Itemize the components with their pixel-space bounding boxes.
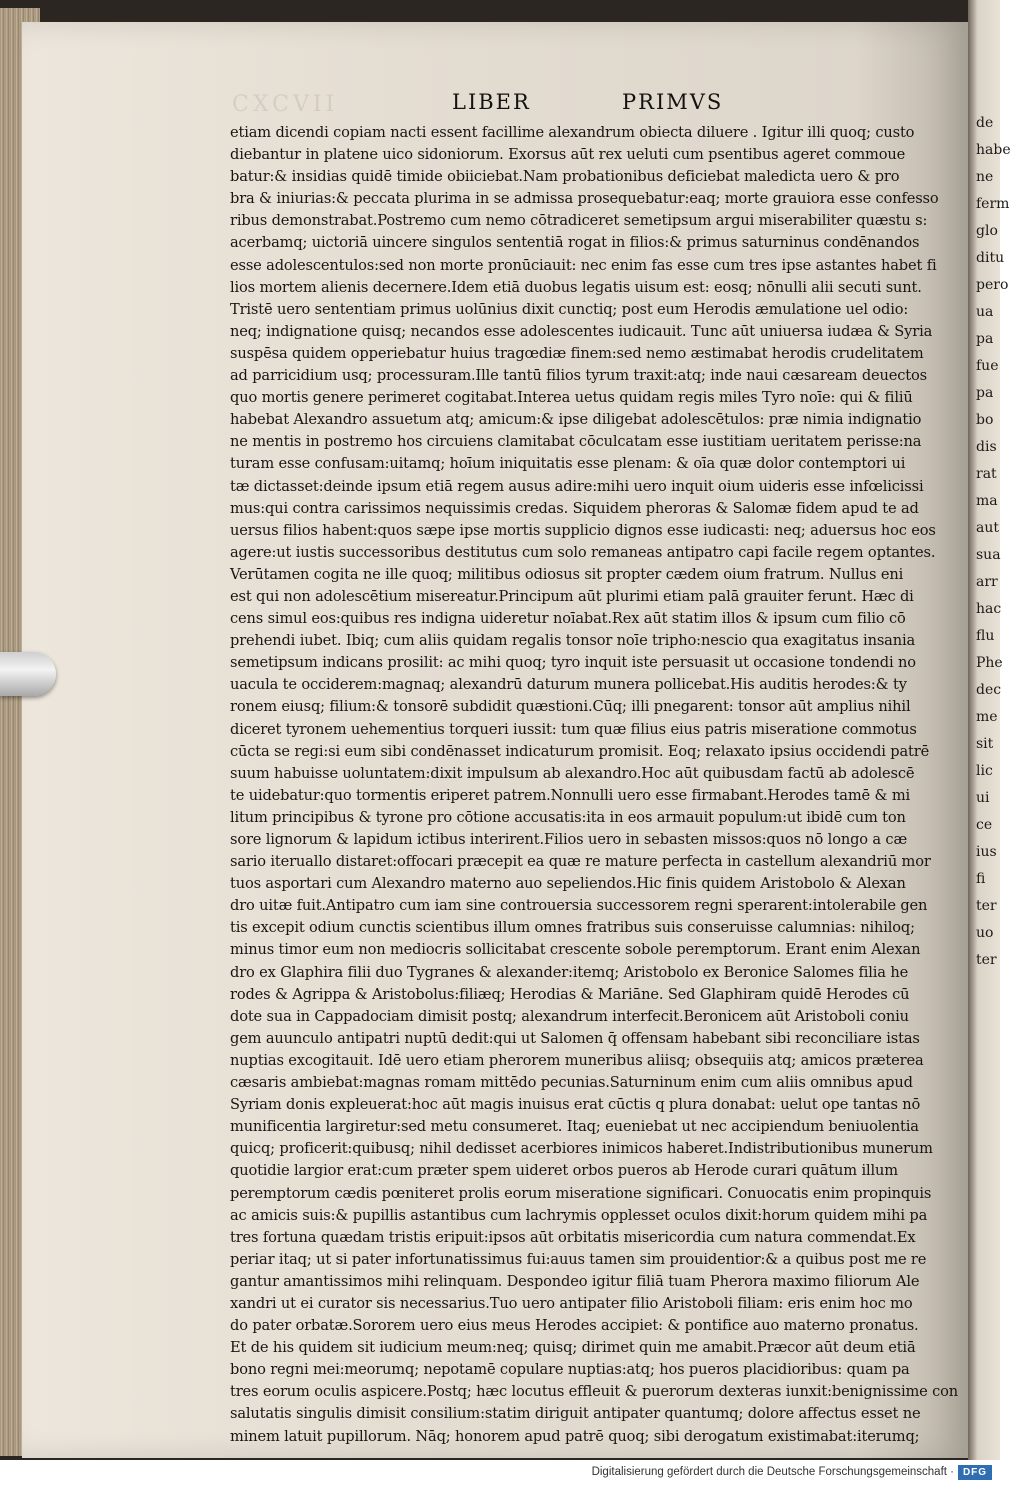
text-line: esse adolescentulos:sed non morte pronūciauit: nec enim fas esse cum tres ipse astantes habet fi	[230, 256, 937, 274]
facing-page-fragment: ferm	[976, 196, 1010, 212]
text-line: quicq; proficerit:quibusq; nihil dedisset acerbiores inimicos haberet.Indistributionibus munerum	[230, 1140, 933, 1158]
text-line: quotidie largior erat:cum præter spem uideret orbos pueros ab Herode curari quātum illum	[230, 1162, 898, 1180]
text-line: est qui non adolescētium misereatur.Principum aūt plurimi etiam palā grauiter ferunt. Hæc di	[230, 587, 914, 605]
text-line: ac amicis suis:& pupillis astantibus cum lachrymis opplesset oculos dixit:horum quidem mihi pa	[230, 1206, 928, 1224]
text-line: periar itaq; ut si pater infortunatissimus fui:auus tamen sim prouidentior:& a quibus post me re	[230, 1250, 927, 1268]
text-line: nuptias excogitauit. Idē uero etiam pherorem muneribus aliisq; obsequiis atq; amicos præterea	[230, 1051, 924, 1069]
text-line: etiam dicendi copiam nacti essent facillime alexandrum obiecta diluere . Igitur illi quoq; custo	[230, 124, 915, 141]
text-line: litum principibus & tyrone pro cōtione accusatis:ita in eos armauit populum:ut ibidē cum ton	[230, 808, 906, 826]
facing-page-fragment: fi	[976, 871, 986, 887]
text-line: habebat Alexandro assuetum atq; amicum:& ipse diligebat adolescētulos: præ nimia indignatio	[230, 411, 922, 429]
text-line: uacula te occiderem:magnaq; alexandrū daturum munera pollicebat.His auditis herodes:& ty	[230, 676, 907, 694]
facing-page-fragment: pero	[976, 277, 1009, 293]
facing-page-fragment: ua	[976, 304, 994, 320]
text-line: sore lignorum & lapidum ictibus interirent.Filios uero in sebasten missos:quos nō longo a cæ	[230, 831, 908, 848]
facing-page-fragment: rat	[976, 466, 997, 482]
facing-page-fragment: hac	[976, 601, 1002, 617]
running-head-left: LIBER	[452, 90, 531, 114]
text-line: munificentia largiretur:sed metu consumeret. Itaq; eueniebat ut nec accipiendum beniuolentia	[230, 1118, 919, 1136]
facing-page-strip	[968, 0, 1011, 1460]
text-line: tres fortuna quædam tristis eripuit:ipsos aūt orbitatis misericordia cum natura commendat.Ex	[230, 1228, 916, 1246]
dfg-logo: DFG	[958, 1465, 992, 1480]
text-line: bra & iniurias:& peccata plurima in se admissa prosequebatur:eaq; morte grauiora esse confesso	[230, 190, 939, 208]
text-line: Tristē uero sententiam primus uolūnius dixit cunctiq; post eum Herodis æmulatione uel odio:	[230, 300, 909, 318]
facing-page-fragment: aut	[976, 520, 999, 536]
text-line: rodes & Agrippa & Aristobolus:filiæq; Herodias & Mariāne. Sed Glaphiram quidē Herodes cū	[230, 985, 910, 1003]
facing-page-fragment: ter	[976, 952, 997, 968]
text-line: agere:ut iustis successoribus destitutus cum solo remaneas antipatro capi facile regem optantes.	[230, 543, 936, 561]
facing-page-fragment: habe	[976, 142, 1011, 158]
text-line: cūcta se regi:si eum sibi condēnasset indicaturum promisit. Eoq; relaxato ipsius occidendi patrē	[230, 742, 930, 760]
facing-page-fragment: me	[976, 709, 998, 725]
text-line: prehendi iubet. Ibiq; cum aliis quidam regalis tonsor noīe tripho:nescio qua exagitatus insania	[230, 632, 916, 650]
text-line: turam esse confusam:uitamq; hoīum iniquitatis esse plenam: & oīa quæ dolor contemptori ui	[230, 455, 906, 473]
text-line: xandri ut ei curator sis necessarius.Tuo uero antipater filio Aristoboli filiam: eris enim hoc mo	[230, 1294, 913, 1312]
text-line: suspēsa quidem opperiebatur huius tragœdiæ finem:sed nemo æstimabat herodis crudelitatem	[230, 344, 924, 362]
text-line: ronem eiusq; filium:& tonsorē subdidit quæstioni.Cūq; illi pnegarent: tonsor aūt amplius nihil	[230, 698, 911, 716]
text-line: diceret tyronem uehementius torqueri iussit: tum quæ filius eius patris miseratione commotus	[230, 720, 917, 738]
facing-page-fragment: bo	[976, 412, 994, 428]
text-line: quo mortis genere perimeret cogitabat.Interea uetus quidam regis miles Tyro noīe: qui & filiū	[230, 389, 913, 407]
text-line: diebantur in platene uico sidoniorum. Exorsus aūt rex ueluti cum psentibus ageret commoue	[230, 146, 906, 164]
running-head	[0, 90, 1000, 120]
text-line: salutatis singulis dimisit consilium:statim diriguit antipater quantumq; dolore affectus esset ne	[230, 1405, 921, 1423]
text-line: dro ex Glaphira filii duo Tygranes & alexander:itemq; Aristobolo ex Beronice Salomes filia he	[230, 963, 909, 981]
text-line: semetipsum indicans prosilit: ac mihi quoq; tyro inquit iste persuasit ut occasione tondendi no	[230, 654, 916, 672]
facing-page-fragment: sua	[976, 547, 1001, 563]
facing-page-fragment: ma	[976, 493, 998, 509]
text-line: neq; indignatione quisq; necandos esse adolescentes iudicauit. Tunc aūt uniuersa iudæa & Syria	[230, 322, 933, 340]
text-line: bono regni mei:meorumq; nepotamē copulare nuptias:atq; hos pueros placidioribus: quam pa	[230, 1361, 910, 1379]
text-line: batur:& insidias quidē timide obiiciebat.Nam probationibus deficiebat maledicta uero & pro	[230, 168, 900, 186]
text-line: minus timor eum non mediocris sollicitabat crescente sobole peremptorum. Erant enim Alexan	[230, 941, 921, 959]
text-line: ribus demonstrabat.Postremo cum nemo cōtradiceret semetipsum argui miserabiliter quæstu s:	[230, 212, 928, 230]
text-line: suum habuisse uoluntatem:dixit impulsum ab alexandro.Hoc aūt quibusdam factū ab adolescē	[230, 764, 915, 782]
facing-page-fragment: dis	[976, 439, 997, 455]
text-line: do pater orbatæ.Sororem uero eius meus Herodes accipiet: & pontifice auo materno pronatus.	[230, 1317, 919, 1335]
text-line: te uidebatur:quo tormentis eriperet patrem.Nonnulli uero esse firmabant.Herodes tamē & mi	[230, 786, 911, 804]
facing-page-fragment: flu	[976, 628, 995, 644]
facing-page-fragment: ui	[976, 790, 990, 806]
text-line: acerbamq; uictoriā uincere singulos sententiā rogat in filios:& primus saturninus condēnandos	[230, 234, 920, 252]
text-line: minem latuit pupillorum. Nāq; honorem apud patrē quoq; sibi derogatum existimabat:iterumq;	[230, 1427, 920, 1445]
body-text	[230, 122, 959, 1448]
text-line: ne mentis in postremo hos circuiens clamitabat cōculcatam esse iustitiam ueritatem perisse:na	[230, 433, 922, 451]
text-line: mus:qui contra carissimos nequissimis credas. Siquidem pheroras & Salomæ fidem apud te ad	[230, 499, 919, 517]
text-line: cens simul eos:quibus res indigna uideretur noīabat.Rex aūt statim illos & ipsum cum filio cō	[230, 610, 906, 628]
text-line: ad parricidium usq; processuram.Ille tantū filios tyrum traxit:atq; inde naui cæsaream deuectos	[230, 367, 927, 385]
page-clip	[0, 652, 56, 696]
text-line: gem auunculo antipatri nuptū dedit:qui ut Salomen q̄ offensam habebant sibi reconciliare istas	[230, 1029, 920, 1047]
text-line: peremptorum cædis pœniteret prolis eorum miseratione significari. Conuocatis enim propinquis	[230, 1184, 932, 1202]
facing-page-fragment: ius	[976, 844, 997, 860]
funding-credit: Digitalisierung gefördert durch die Deutsche Forschungsgemeinschaft ·	[591, 1466, 954, 1478]
facing-page-fragment: arr	[976, 574, 998, 590]
facing-page-fragments	[976, 110, 1011, 974]
text-line: Verūtamen cogita ne ille quoq; militibus odiosus sit propter cædem oium fratrum. Nullus eni	[230, 565, 904, 583]
text-line: tres eorum oculis aspicere.Postq; hæc locutus effleuit & puerorum dexteras iunxit:benignissime con	[230, 1383, 959, 1401]
text-line: Et de his quidem sit iudicium meum:neq; quisq; dirimet quin me amabit.Præcor aūt deum etiā	[230, 1339, 916, 1357]
facing-page-fragment: ne	[976, 169, 994, 185]
facing-page-fragment: glo	[976, 223, 998, 239]
text-line: cæsaris ambiebat:magnas romam mittēdo pecunias.Saturninum enim cum aliis omnibus apud	[230, 1074, 913, 1092]
facing-page-fragment: dec	[976, 682, 1002, 698]
footer-bar	[0, 1460, 1000, 1487]
text-line: tis excepit odium cunctis scientibus illum omnes fratribus suis conseruisse calumnias: nihiloq;	[230, 919, 915, 937]
facing-page-fragment: uo	[976, 925, 994, 941]
facing-page-fragment: pa	[976, 385, 994, 401]
facing-page-fragment: lic	[976, 763, 993, 779]
facing-page-fragment: de	[976, 115, 994, 131]
facing-page-fragment: ditu	[976, 250, 1005, 266]
text-line: uersus filios habent:quos sæpe ipse mortis supplicio dignos esse iudicasti: neq; aduersus hoc eos	[230, 521, 936, 539]
facing-page-fragment: ce	[976, 817, 993, 833]
text-line: sario iteruallo distaret:offocari præcepit ea quæ re mature perfecta in castellum alexandriū mor	[230, 853, 931, 871]
text-line: Syriam donis expleuerat:hoc aūt magis inuisus erat cūctis q plura donabat: uelut ope tantas nō	[230, 1096, 921, 1114]
text-line: tæ dictasset:deinde ipsum etiā regem ausus adire:mihi uero inquit oium uideris esse infœlicissi	[230, 477, 924, 495]
facing-page-fragment: fue	[976, 358, 999, 374]
facing-page-fragment: Phe	[976, 655, 1003, 671]
show-through-header: CXCVII	[232, 92, 339, 117]
text-line: dro uitæ fuit.Antipatro cum iam sine controuersia successorem regni sperarent:intolerabile gen	[230, 897, 928, 915]
facing-page-fragment: pa	[976, 331, 994, 347]
text-line: gantur amantissimos mihi relinquam. Despondeo igitur filiā tuam Pherora maximo filiorum Ale	[230, 1272, 920, 1290]
text-line: tuos asportari cum Alexandro materno auo sepeliendos.Hic finis quidem Aristobolo & Alexan	[230, 875, 906, 893]
facing-page-fragment: ter	[976, 898, 997, 914]
running-head-right: PRIMVS	[622, 90, 724, 114]
facing-page-fragment: sit	[976, 736, 994, 752]
text-line: lios mortem alienis decernere.Idem etiā duobus legatis uisum est: eosq; nōnulli alii secuti sunt.	[230, 278, 922, 296]
text-line: dote sua in Cappadociam dimisit postq; alexandrum interfecit.Beronicem aūt Aristoboli coniu	[230, 1007, 909, 1025]
